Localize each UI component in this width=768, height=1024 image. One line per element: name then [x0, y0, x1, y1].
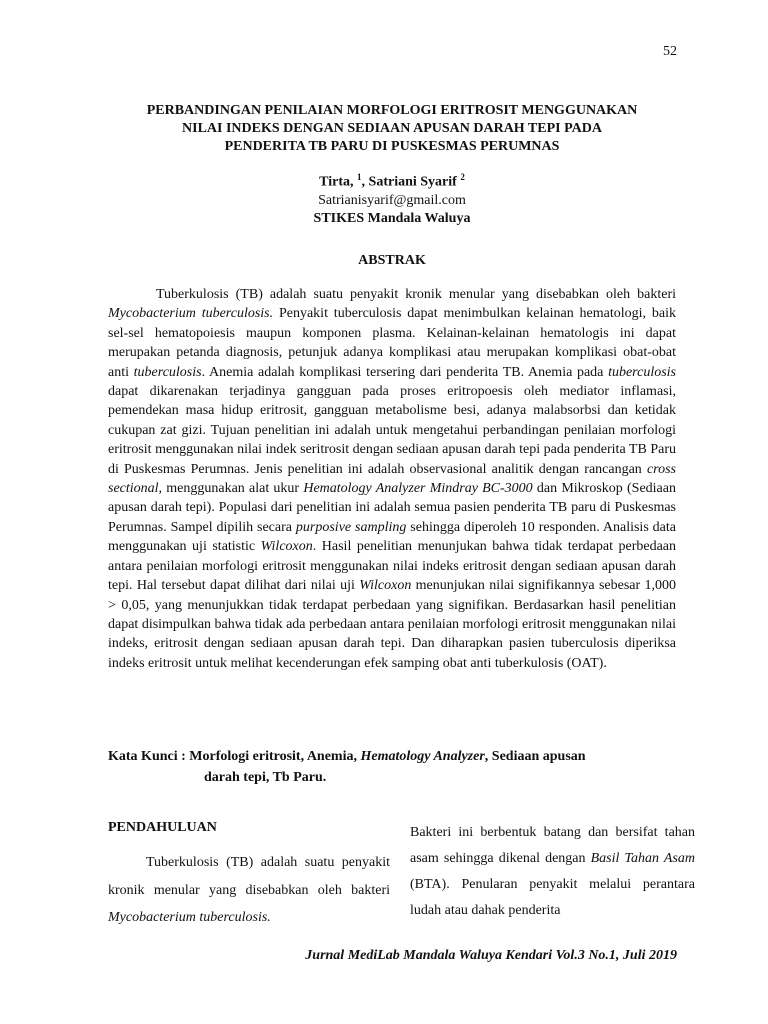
abstract-text: dan Mikroskop (Sediaan apusan darah tepi). Populasi dari penelitian ini adalah semua pasien penderita TB paru di Puskesmas Perumnas. Sampel dipilih secara [108, 481, 676, 535]
abstract-text: menunjukan nilai signifikannya sebesar 1,000 > 0,05, yang menunjukkan tidak terdapat perbedaan yang signifikan. Berdasarkan hasil penelitian dapat disimpulkan bahwa tidak ada perbedaan antara penilaian morfologi eritrosit menggunakan nilai indeks, eritrosit dengan sediaan apusan darah tepi. Dan diharapkan pasien tuberculosis diperiksa indeks eritrosit untuk melihat kecenderungan efek samping obat anti tuberkulosis (OAT). [108, 578, 676, 671]
abstract-text: Penyakit tuberculosis dapat menimbulkan kelainan hematologi, baik sel-sel hematopoiesis maupun komponen plasma. Kelainan-kelainan hematologis ini dapat merupakan petanda diagnosis, petunjuk adanya komplikasi atau merupakan komplikasi obat-obat anti [108, 306, 676, 380]
journal-footer: Jurnal MediLab Mandala Waluya Kendari Vol.3 No.1, Juli 2019 [305, 948, 677, 963]
keywords [108, 746, 676, 788]
abstract-italic-term: cross sectional, [108, 461, 676, 497]
author-block [108, 168, 676, 228]
intro-right-column [410, 820, 695, 924]
abstract-italic-term: tuberculosis [608, 364, 676, 380]
title-line-3: PENDERITA TB PARU DI PUSKESMAS PERUMNAS [224, 139, 560, 154]
author-1: Tirta, [319, 174, 358, 190]
intro-paragraph-left [108, 849, 390, 932]
page-number: 52 [663, 44, 677, 59]
abstract-text: . Hasil penelitian menunjukan bahwa tidak terdapat perbedaan antara penilaian morfologi eritrosit menggunakan nilai indeks eritrosit dengan sediaan apusan darah tepi. Hal tersebut dapat dilihat dari nilai uji [108, 539, 676, 594]
abstract-italic-term: Wilcoxon [359, 578, 412, 594]
keywords-line-2: darah tepi, Tb Paru. [204, 770, 327, 785]
abstract-text: Tuberkulosis (TB) adalah suatu penyakit kronik menular yang disebabkan oleh bakteri [156, 287, 676, 302]
author-email: Satrianisyarif@gmail.com [318, 192, 466, 208]
keywords-italic-term: Hematology Analyzer [360, 749, 485, 764]
abstract-italic-term: Wilcoxon [260, 539, 313, 555]
intro-right-italic: Basil Tahan Asam [590, 851, 695, 866]
keywords-label: Kata Kunci : Morfologi eritrosit, Anemia, [108, 749, 361, 764]
abstract-italic-term: Hematology Analyzer Mindray BC-3000 [303, 481, 533, 497]
intro-right-text-2: (BTA). Penularan penyakit melalui perantara ludah atau dahak penderita [410, 877, 695, 918]
abstract-text: menggunakan alat ukur [162, 481, 304, 497]
intro-left-text: Tuberkulosis (TB) adalah suatu penyakit kronik menular yang disebabkan oleh bakteri [108, 855, 390, 898]
abstract-italic-term: Mycobacterium tuberculosis. [108, 306, 274, 322]
abstract-body [108, 285, 676, 673]
author-2-affiliation: 2 [460, 172, 465, 182]
intro-left-italic: Mycobacterium tuberculosis. [108, 910, 271, 925]
abstract-text: dapat dikarenakan terjadinya gangguan pada proses eritropoesis oleh mediator inflamasi, pemendekan masa hidup eritrosit, gangguan metabolisme besi, adanya malabsorbsi dan ketidak cukupan zat gizi. Tujuan penelitian ini adalah untuk mengetahui perbandingan penilaian morfologi eritrosit menggunakan nilai indek seritrosit dengan sediaan apusan darah tepi pada penderita TB Paru di Puskesmas Perumnas. Jenis penelitian ini adalah observasional analitik dengan rancangan [108, 384, 676, 477]
author-names [108, 168, 676, 192]
author-institution: STIKES Mandala Waluya [313, 210, 471, 226]
abstract-text: . Anemia adalah komplikasi tersering dari penderita TB. Anemia pada [201, 364, 609, 380]
abstract-italic-term: tuberculosis [133, 364, 202, 380]
author-2: , Satriani Syarif [361, 174, 461, 190]
title-line-2: NILAI INDEKS DENGAN SEDIAAN APUSAN DARAH TEPI PADA [182, 121, 602, 136]
section-heading-pendahuluan: PENDAHULUAN [108, 820, 217, 835]
abstract-heading: ABSTRAK [358, 253, 426, 268]
title-line-1: PERBANDINGAN PENILAIAN MORFOLOGI ERITROSIT MENGGUNAKAN [146, 103, 638, 118]
keywords-rest: , Sediaan apusan [484, 749, 586, 764]
abstract-italic-term: purposive sampling [295, 519, 407, 535]
paper-title [108, 102, 676, 156]
intro-right-text-1: Bakteri ini berbentuk batang dan bersifat tahan asam sehingga dikenal dengan [410, 825, 695, 866]
abstract-text: sehingga diperoleh 10 responden. Analisis data menggunakan uji statistic [108, 519, 677, 555]
intro-left-column [108, 820, 390, 932]
author-1-affiliation: 1 [357, 172, 362, 182]
